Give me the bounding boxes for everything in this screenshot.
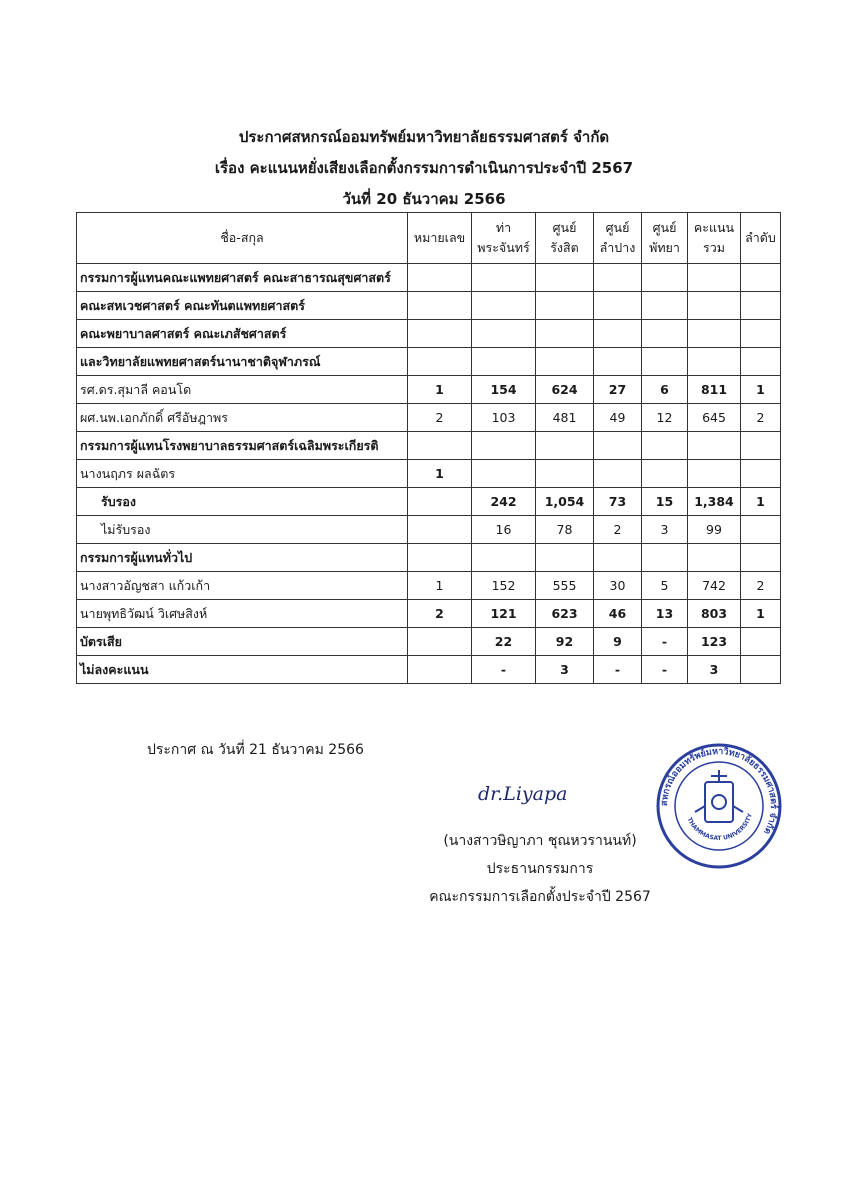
candidate-name: นายพุทธิวัฒน์ วิเศษสิงห์ [77,600,408,628]
cooperative-seal-icon [655,742,783,870]
group-heading-row: กรรมการผู้แทนทั่วไป [77,544,781,572]
signature: dr.Liyapa [478,783,568,805]
results-table [76,212,781,684]
col-lampang: ศูนย์ ลำปาง [594,213,642,264]
table-header-row [77,213,781,264]
group-heading-row: คณะพยาบาลศาสตร์ คณะเภสัชศาสตร์ [77,320,781,348]
candidate-name: ผศ.นพ.เอกภักดิ์ ศรีอัษฎาพร [77,404,408,432]
group-heading-row: กรรมการผู้แทนคณะแพทยศาสตร์ คณะสาธารณสุขศาสตร์ [77,264,781,292]
table-row: ไม่รับรอง 16 78 2 3 99 [77,516,781,544]
committee-name: คณะกรรมการเลือกตั้งประจำปี 2567 [429,889,651,905]
candidate-name: รศ.ดร.สุมาลี คอนโด [77,376,408,404]
signer-position: ประธานกรรมการ [486,861,594,877]
col-total: คะแนน รวม [688,213,741,264]
table-row: ผศ.นพ.เอกภักดิ์ ศรีอัษฎาพร 2 103 481 49 12 645 2 [77,404,781,432]
signer-name: (นางสาวษิญาภา ชุณหวรานนท์) [443,833,637,849]
col-rangsit: ศูนย์ รังสิต [536,213,594,264]
table-row: รับรอง 242 1,054 73 15 1,384 1 [77,488,781,516]
group-heading-row: คณะสหเวชศาสตร์ คณะทันตแพทยศาสตร์ [77,292,781,320]
svg-text:สหกรณ์ออมทรัพย์มหาวิทยาลัยธรรม: สหกรณ์ออมทรัพย์มหาวิทยาลัยธรรมศาสตร์ จำกัด [659,746,779,836]
svg-text:THAMMASAT UNIVERSITY: THAMMASAT UNIVERSITY [685,812,754,843]
table-row: รศ.ดร.สุมาลี คอนโด 1 154 624 27 6 811 1 [77,376,781,404]
col-name: ชื่อ-สกุล [77,213,408,264]
announcement-subject: เรื่อง คะแนนหยั่งเสียงเลือกตั้งกรรมการดำเนินการประจำปี 2567 [214,159,634,177]
group-heading-row: กรรมการผู้แทนโรงพยาบาลธรรมศาสตร์เฉลิมพระเกียรติ [77,432,781,460]
col-pattaya: ศูนย์ พัทยา [642,213,688,264]
table-row: นายพุทธิวัฒน์ วิเศษสิงห์ 2 121 623 46 13 803 1 [77,600,781,628]
candidate-name: นางนฤภร ผลฉัตร [77,460,408,488]
reject-label: ไม่รับรอง [77,516,408,544]
announcement-title: ประกาศสหกรณ์ออมทรัพย์มหาวิทยาลัยธรรมศาสตร์ จำกัด [238,128,610,146]
col-number: หมายเลข [408,213,472,264]
announcement-date: วันที่ 20 ธันวาคม 2566 [342,190,506,208]
table-row: นางสาวอัญชสา แก้วเก้า 1 152 555 30 5 742 2 [77,572,781,600]
approve-label: รับรอง [77,488,408,516]
col-tha-prachan: ท่า พระจันทร์ [472,213,536,264]
group-heading-row: และวิทยาลัยแพทยศาสตร์นานาชาติจุฬาภรณ์ [77,348,781,376]
col-rank: ลำดับ [741,213,781,264]
candidate-name: นางสาวอัญชสา แก้วเก้า [77,572,408,600]
announce-date: ประกาศ ณ วันที่ 21 ธันวาคม 2566 [147,742,364,758]
spoiled-ballots-row: บัตรเสีย 22 92 9 - 123 [77,628,781,656]
no-vote-row: ไม่ลงคะแนน - 3 - - 3 [77,656,781,684]
table-row: นางนฤภร ผลฉัตร 1 [77,460,781,488]
